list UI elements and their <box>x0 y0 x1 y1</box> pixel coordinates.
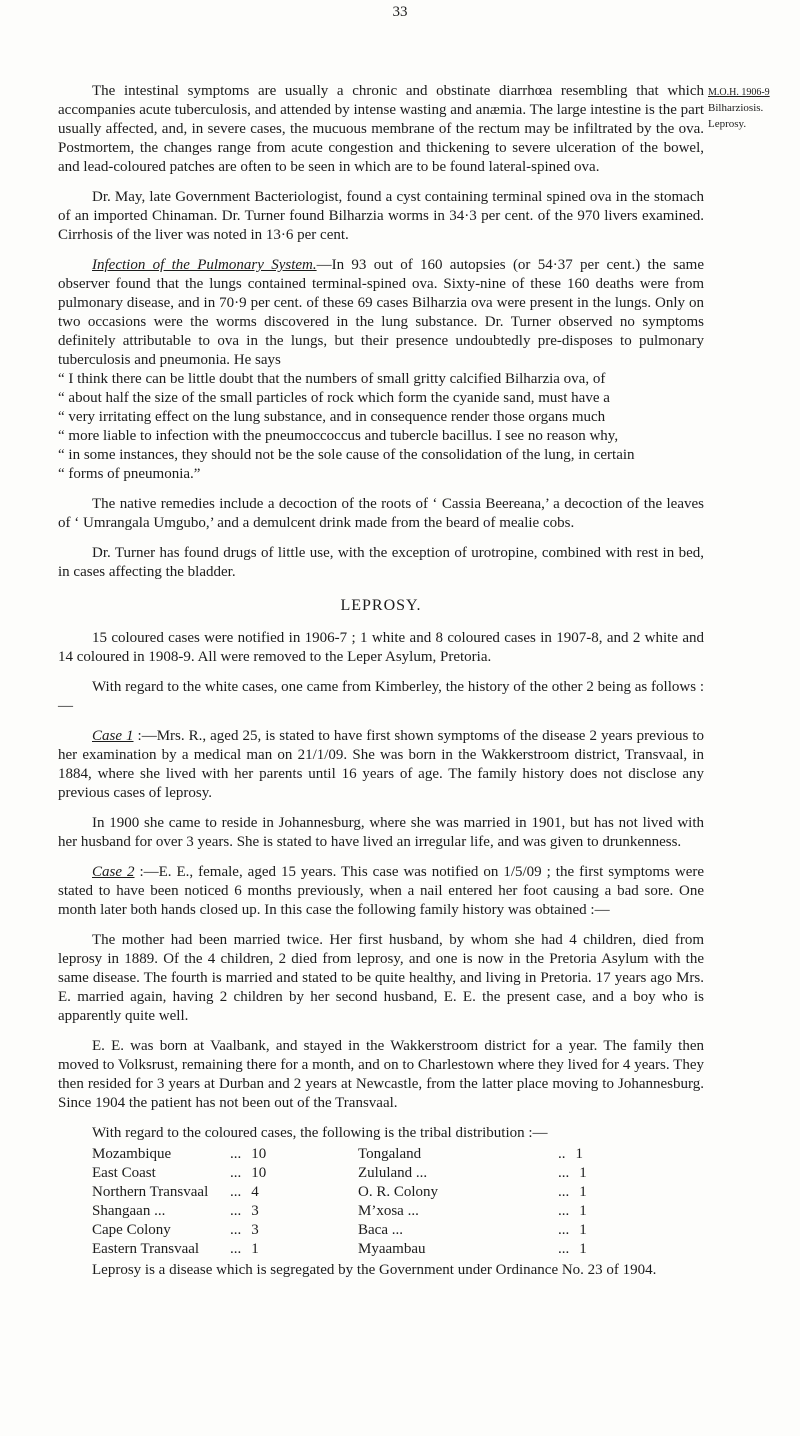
paragraph-drugs: Dr. Turner has found drugs of little use, with the exception of urotropine, combined with rest in bed, in cases affecting the bladder. <box>58 545 704 580</box>
paragraph-case-1 <box>58 727 704 803</box>
quote-line: “ about half the size of the small particles of rock which form the cyanide sand, must have a <box>58 390 610 406</box>
tribe-count-cell <box>230 1183 358 1202</box>
paragraph-notified-cases: 15 coloured cases were notified in 1906-7 ; 1 white and 8 coloured cases in 1907-8, and 2 white and 14 coloured in 1908-9. All were removed to the Leper Asylum, Pretoria. <box>58 630 704 665</box>
leprosy-heading: LEPROSY. <box>340 597 422 614</box>
leader-dots: ... <box>230 1165 242 1181</box>
case-2-label: Case 2 <box>92 864 135 880</box>
paragraph-dr-may: Dr. May, late Government Bacteriologist, found a cyst containing terminal spined ova in the stomach of an imported Chinaman. Dr. Turner found Bilharzia worms in 34·3 per cent. of the 970 livers examined. Cirrhosis of the liver was noted in 13·6 per cent. <box>58 189 704 243</box>
tribe-name: Shangaan ... <box>92 1203 166 1219</box>
page-number: 33 <box>392 4 408 20</box>
tribe-name: Mozambique <box>92 1146 172 1162</box>
distribution-row <box>92 1164 587 1183</box>
leader-dots: .. <box>558 1146 566 1162</box>
tribe-name: Zululand ... <box>358 1165 428 1181</box>
tribe-count-cell <box>230 1164 358 1183</box>
leader-dots: ... <box>558 1184 570 1200</box>
tribe-count: 3 <box>251 1203 259 1219</box>
tribe-count: 3 <box>251 1222 259 1238</box>
document-body <box>58 82 704 1291</box>
tribe-count-cell <box>230 1202 358 1221</box>
tribe-count-cell <box>230 1240 358 1259</box>
tribe-count-cell <box>558 1145 587 1164</box>
leader-dots: ... <box>558 1241 570 1257</box>
distribution-row <box>92 1145 587 1164</box>
margin-note-bilharziosis: Bilharziosis. <box>708 102 764 114</box>
tribe-count-cell <box>558 1202 587 1221</box>
tribe-count: 1 <box>579 1222 587 1238</box>
leader-dots: ... <box>230 1203 242 1219</box>
quote-line: “ more liable to infection with the pneumoccoccus and tubercle bacillus. I see no reason why, <box>58 428 619 444</box>
tribe-count: 10 <box>251 1165 267 1181</box>
margin-note-leprosy: Leprosy. <box>708 118 747 130</box>
paragraph-ordinance: Leprosy is a disease which is segregated by the Government under Ordinance No. 23 of 1904. <box>92 1262 657 1278</box>
quote-line: “ I think there can be little doubt that the numbers of small gritty calcified Bilharzia ova, of <box>58 371 606 387</box>
tribe-name: East Coast <box>92 1165 156 1181</box>
tribe-name: Eastern Transvaal <box>92 1241 200 1257</box>
paragraph-ee-history: E. E. was born at Vaalbank, and stayed in the Wakkerstroom district for a year. The family then moved to Volksrust, remaining there for a month, and on to Charlestown where they lived for 4 years. They then resided for 3 years at Durban and 2 years at Newcastle, from the latter place moving to Johannesburg. Since 1904 the patient has not been out of the Transvaal. <box>58 1038 704 1111</box>
tribe-count: 1 <box>579 1165 587 1181</box>
leader-dots: ... <box>230 1184 242 1200</box>
tribe-count: 10 <box>251 1146 267 1162</box>
leader-dots: ... <box>558 1222 570 1238</box>
leader-dots: ... <box>230 1146 242 1162</box>
tribe-count-cell <box>230 1221 358 1240</box>
paragraph-case-2 <box>58 863 704 920</box>
tribe-count-cell <box>558 1164 587 1183</box>
tribe-count: 1 <box>579 1241 587 1257</box>
leader-dots: ... <box>230 1222 242 1238</box>
tribe-name: Northern Transvaal <box>92 1184 209 1200</box>
paragraph-tribal-intro: With regard to the coloured cases, the following is the tribal distribution :— <box>92 1125 548 1141</box>
case-2-text: :—E. E., female, aged 15 years. This case was notified on 1/5/09 ; the first symptoms were stated to have been noticed 6 months previously, when a nail entered her foot causing a bad sore. One month later both hands closed up. In this case the following family history was obtained :— <box>58 864 705 918</box>
tribe-name: M’xosa ... <box>358 1203 419 1219</box>
distribution-row <box>92 1183 587 1202</box>
distribution-row <box>92 1240 587 1259</box>
paragraph-intestinal-symptoms: The intestinal symptoms are usually a chronic and obstinate diarrhœa resembling that which accompanies acute tuberculosis, and attended by intense wasting and anæmia. The large intestine is the part usually affected, and, in severe cases, the mucuous membrane of the rectum may be infiltrated by the ova. Postmortem, the changes range from acute congestion and thickening to severe ulceration of the bowel, and lead-coloured patches are often to be seen in which are to be found lateral-spined ova. <box>58 83 704 175</box>
tribe-count: 4 <box>251 1184 259 1200</box>
paragraph-pulmonary <box>58 256 704 484</box>
tribe-name: Tongaland <box>358 1146 422 1162</box>
paragraph-white-cases: With regard to the white cases, one came from Kimberley, the history of the other 2 being as follows :— <box>58 679 704 714</box>
tribe-name: Baca ... <box>358 1222 403 1238</box>
distribution-row <box>92 1221 587 1240</box>
pulmonary-text: —In 93 out of 160 autopsies (or 54·37 per cent.) the same observer found that the lungs contained terminal-spined ova. Sixty-nine of these 160 deaths were from pulmonary disease, and in 70·9 per cent. of these 69 cases Bilharzia ova were present in the lungs. Only on two occasions were the worms discovered in the lung substance. Dr. Turner observed no symptoms definitely attributable to ova in the lungs, but their presence undoubtedly pre-disposes to pulmonary tuberculosis and pneumonia. He says <box>58 257 704 368</box>
paragraph-mother-history: The mother had been married twice. Her first husband, by whom she had 4 children, died from leprosy in 1889. Of the 4 children, 2 died from leprosy, and one is now in the Pretoria Asylum with the same disease. The fourth is married and stated to be quite healthy, and living in Pretoria. 17 years ago Mrs. E. married again, having 2 children by her second husband, E. E. the present case, and a boy who is apparently quite well. <box>58 932 704 1024</box>
margin-reference: M.O.H. 1906-9 <box>708 87 770 98</box>
tribe-count: 1 <box>251 1241 259 1257</box>
paragraph-native-remedies: The native remedies include a decoction of the roots of ‘ Cassia Beereana,’ a decoction of the leaves of ‘ Umrangala Umgubo,’ and a demulcent drink made from the beard of mealie cobs. <box>58 496 704 531</box>
tribe-count: 1 <box>579 1203 587 1219</box>
tribe-name: O. R. Colony <box>358 1184 439 1200</box>
tribal-distribution-table <box>92 1145 587 1259</box>
tribe-count-cell <box>558 1183 587 1202</box>
distribution-row <box>92 1202 587 1221</box>
leader-dots: ... <box>558 1165 570 1181</box>
tribe-count: 1 <box>575 1146 583 1162</box>
pulmonary-subheading: Infection of the Pulmonary System. <box>92 257 317 273</box>
paragraph-johannesburg: In 1900 she came to reside in Johannesburg, where she was married in 1901, but has not lived with her husband for over 3 years. She is stated to have lived an irregular life, and was given to drunkenness. <box>58 815 704 850</box>
leader-dots: ... <box>558 1203 570 1219</box>
case-1-text: :—Mrs. R., aged 25, is stated to have first shown symptoms of the disease 2 years previous to her examination by a medical man on 21/1/09. She was born in the Wakkerstroom district, Transvaal, in 1884, where she lived with her parents until 16 years of age. The family history does not disclose any previous cases of leprosy. <box>58 728 704 801</box>
tribe-count: 1 <box>579 1184 587 1200</box>
quote-line: “ forms of pneumonia.” <box>58 466 201 482</box>
case-1-label: Case 1 <box>92 728 134 744</box>
tribe-count-cell <box>558 1221 587 1240</box>
leader-dots: ... <box>230 1241 242 1257</box>
quote-line: “ very irritating effect on the lung substance, and in consequence render those organs much <box>58 409 606 425</box>
tribe-count-cell <box>230 1145 358 1164</box>
tribe-name: Myaambau <box>358 1241 426 1257</box>
tribe-name: Cape Colony <box>92 1222 171 1238</box>
quote-line: “ in some instances, they should not be the sole cause of the consolidation of the lung, in certain <box>58 447 635 463</box>
tribe-count-cell <box>558 1240 587 1259</box>
